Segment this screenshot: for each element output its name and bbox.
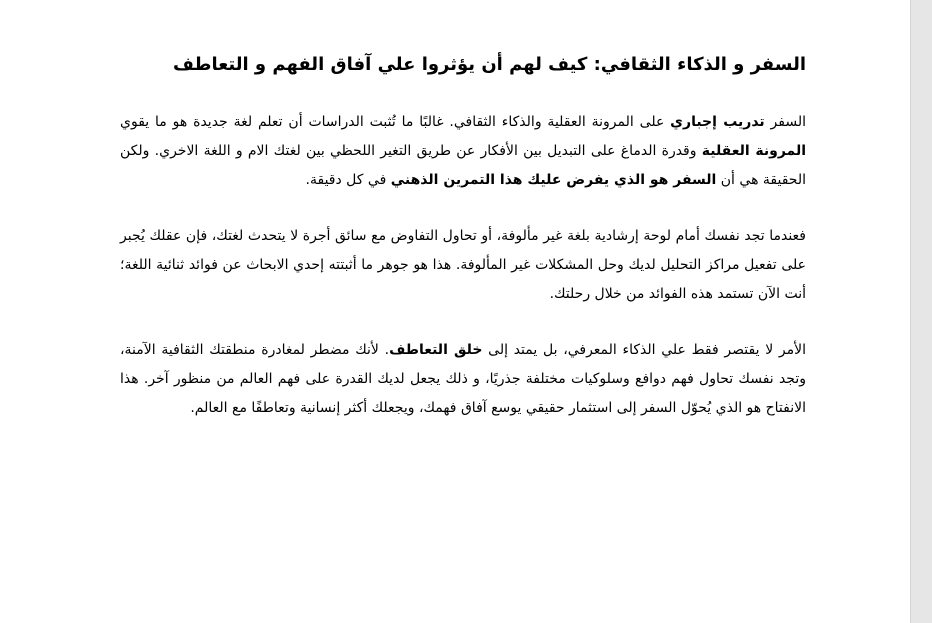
text-run: السفر [764,114,806,130]
bold-phrase: تدريب إجباري [670,114,765,130]
paragraph-3 [120,336,806,423]
document-title: السفر و الذكاء الثقافي: كيف لهم أن يؤثروا علي آفاق الفهم و التعاطف [173,54,806,75]
text-run: الأمر لا يقتصر فقط علي الذكاء المعرفي، بل يمتد إلى [482,342,806,358]
paragraph-2 [120,222,806,309]
bold-phrase: المرونة العقلية [701,143,806,159]
text-run: فعندما تجد نفسك أمام لوحة إرشادية بلغة غير مألوفة، أو تحاول التفاوض مع سائق أجرة لا يتحدث لغتك، فإن عقلك يُجبر على تفعيل مراكز التحليل لديك وحل المشكلات غير المألوفة. هذا هو جوهر ما أثبتته إحدي الابحاث عن فوائد ثنائية اللغة؛ أنت الآن تستمد هذه الفوائد من خلال رحلتك. [120,228,806,302]
text-run: وقدرة الدماغ على التبديل بين الأفكار عن طريق التغير اللحظي بين لغتك الام و اللغة الاخري. ولكن الحقيقة هي أن [120,143,806,188]
text-run: على المرونة العقلية والذكاء الثقافي. غالبًا ما تُثبت الدراسات أن تعلم لغة جديدة هو ما يقوي [120,114,671,130]
bold-phrase: السفر هو الذي يفرض عليك هذا التمرين الذهني [390,172,717,188]
window-scrollbar-gutter[interactable] [910,0,932,623]
text-run: . لأنك مضطر لمغادرة منطقتك الثقافية الآمنة، وتجد نفسك تحاول فهم دوافع وسلوكيات مختلفة جذريًا، و ذلك يجعل لديك القدرة على فهم العالم من منظور آخر. هذا الانفتاح هو الذي يُحوّل السفر إلى استثمار حقيقي يوسع آفاق فهمك، ويجعلك أكثر إنسانية وتعاطفًا مع العالم. [120,342,806,416]
paragraph-1 [120,108,806,195]
document-body [120,52,806,450]
text-run: في كل دقيقة. [305,172,391,188]
bold-phrase: خلق التعاطف [389,342,483,358]
